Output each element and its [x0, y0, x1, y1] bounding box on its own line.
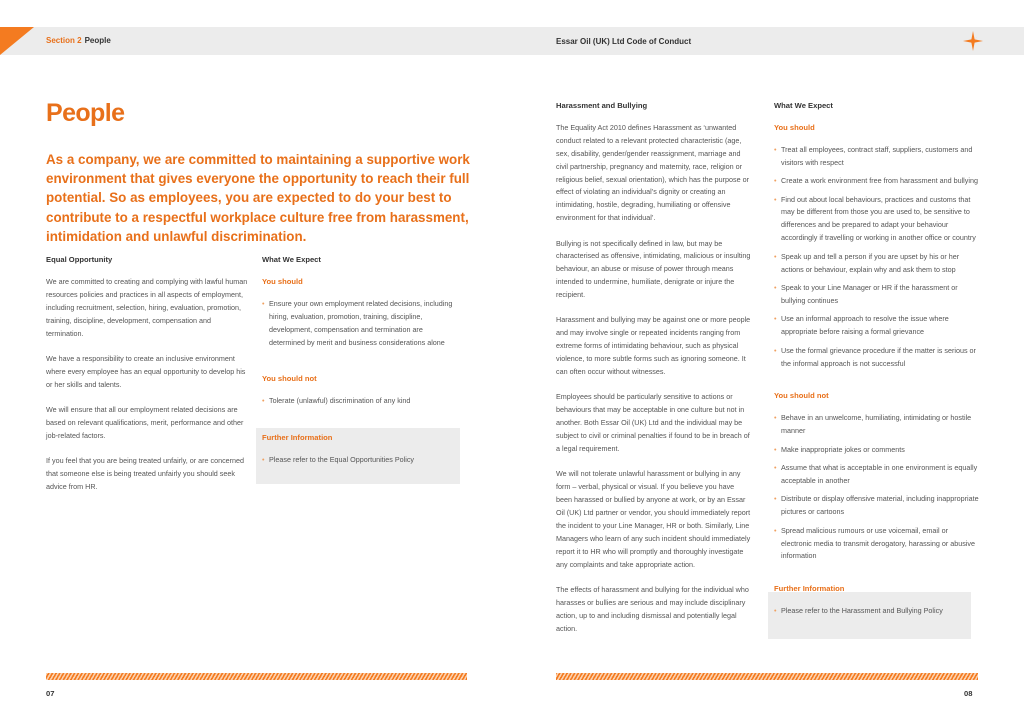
corner-accent [0, 27, 34, 55]
equal-opportunity-section [46, 254, 249, 506]
intro-statement: As a company, we are committed to maintaining a supportive work environment that gives everyone the opportunity to reach their full potential. So as employees, you are expected to do your best to contribute to a respectful workplace culture free from harassment, intimidation and unlawful discrimination. [46, 152, 470, 244]
further-info-list [262, 454, 454, 467]
list-item: • Find out about local behaviours, practices and customs that may be different from those you are used to, be sensitive to differences and be prepared to adapt your behaviour accordingly if travelling or working in another office or country [774, 194, 979, 246]
paragraph: The effects of harassment and bullying for the individual who harasses or bullies are serious and may include disciplinary action, up to and including dismissal and potentially legal action. [556, 584, 749, 633]
list-item: • Ensure your own employment related decisions, including hiring, evaluation, promotion, training, discipline, development, compensation and termination are determined by merit and business considerations alone [262, 298, 454, 350]
further-info-heading: Further Information [774, 584, 845, 594]
list-item: • Make inappropriate jokes or comments [774, 444, 979, 457]
equal-opportunity-heading: Equal Opportunity [46, 255, 113, 264]
header-bar [0, 27, 1024, 55]
further-info-heading: Further Information [262, 433, 333, 443]
footer-stripe-left [46, 673, 467, 680]
paragraph: We have a responsibility to create an inclusive environment where every employee has an equal opportunity to develop his or her skills and talents. [46, 353, 246, 389]
list-item: • Speak up and tell a person if you are upset by his or her actions or behaviour, explain why and ask them to stop [774, 251, 979, 277]
section-number: Section 2 [46, 36, 82, 45]
paragraph: Employees should be particularly sensitive to actions or behaviours that may be acceptable in one culture but not in another. Both Essar Oil (UK) Ltd and the individual may be subject to civil or criminal penalties if found to be in breach of a legal requirement. [556, 392, 750, 454]
page-number-left: 07 [46, 689, 55, 698]
paragraph: Harassment and bullying may be against one or more people and may involve single or repeated incidents ranging from extreme forms of intimidating behaviour, such as physical violence, to more subtle forms such as ignoring someone. It can often occur without witnesses. [556, 315, 751, 377]
list-item: • Use the formal grievance procedure if the matter is serious or the informal approach is not successful [774, 345, 979, 371]
list-item: • Spread malicious rumours or use voicemail, email or electronic media to transmit derogatory, harassing or abusive information [774, 525, 979, 564]
paragraph: We are committed to creating and complying with lawful human resources policies and practices in all aspects of employment, including recruitment, selection, hiring, evaluation, promotion, training, discipline, development, compensation and termination. [46, 276, 248, 338]
you-should-not-list [774, 412, 979, 563]
page-number-right: 08 [964, 689, 973, 698]
what-we-expect-heading: What We Expect [774, 101, 833, 110]
further-info-list [774, 605, 979, 618]
paragraph: The Equality Act 2010 defines Harassment as ‘unwanted conduct related to a relevant protected characteristic (age, sex, disability, gender/gender reassignment, marriage and civil partnership, pregnancy and maternity, race, religion or religious belief, sexual orientation), which has the purpose or effect of violating an individual’s dignity or creating an intimidating, hostile, degrading, humiliating or offensive environment for that individual’. [556, 122, 749, 223]
what-we-expect-heading: What We Expect [262, 255, 321, 264]
harassment-section [556, 100, 751, 648]
list-item: • Tolerate (unlawful) discrimination of any kind [262, 395, 454, 408]
list-item: • Speak to your Line Manager or HR if the harassment or bullying continues [774, 282, 979, 308]
footer-stripe-right [556, 673, 978, 680]
you-should-list [262, 298, 454, 350]
list-item: • Distribute or display offensive material, including inappropriate pictures or cartoons [774, 493, 979, 519]
paragraph: Bullying is not specifically defined in law, but may be characterised as offensive, intimidating, malicious or insulting behaviour, an abuse or misuse of power through means intended to undermine, humiliate, denigrate or injure the recipient. [556, 238, 751, 300]
you-should-heading: You should [774, 122, 815, 132]
you-should-list [774, 144, 979, 371]
you-should-not-list [262, 395, 454, 408]
list-item: • Assume that what is acceptable in one environment is equally acceptable in another [774, 462, 979, 488]
list-item: • Create a work environment free from harassment and bullying [774, 175, 979, 188]
list-item: • Treat all employees, contract staff, suppliers, customers and visitors with respect [774, 144, 979, 170]
list-item: • Please refer to the Equal Opportunities Policy [262, 454, 454, 467]
list-item: • Behave in an unwelcome, humiliating, intimidating or hostile manner [774, 412, 979, 438]
list-item: • Please refer to the Harassment and Bullying Policy [774, 605, 979, 618]
you-should-not-heading: You should not [774, 391, 829, 401]
document-title: Essar Oil (UK) Ltd Code of Conduct [556, 37, 692, 46]
list-item: • Use an informal approach to resolve the issue where appropriate before raising a formal grievance [774, 313, 979, 339]
what-we-expect-section [262, 254, 454, 473]
you-should-not-heading: You should not [262, 374, 317, 384]
section-label [46, 36, 111, 45]
paragraph: We will ensure that all our employment related decisions are based on relevant qualifications, merit, performance and other job-related factors. [46, 404, 244, 440]
harassment-heading: Harassment and Bullying [556, 101, 648, 110]
you-should-heading: You should [262, 276, 303, 286]
essar-logo-icon [963, 31, 983, 51]
paragraph: We will not tolerate unlawful harassment or bullying in any form – verbal, physical or visual. If you believe you have been harassed or bullied by anyone at work, or by an Essar Oil (UK) Ltd partner or vendor, you should immediately report the incident to your Line Manager, HR or both. Similarly, Line Managers who learn of any such incident should immediately report it to HR who will promptly and thoroughly investigate any complaints and take appropriate action. [556, 469, 751, 569]
section-name: People [84, 36, 111, 45]
page-title: People [46, 99, 125, 127]
harassment-expect-section [774, 100, 979, 624]
paragraph: If you feel that you are being treated unfairly, or are concerned that someone else is being treated unfairly you should seek advice from HR. [46, 456, 245, 491]
